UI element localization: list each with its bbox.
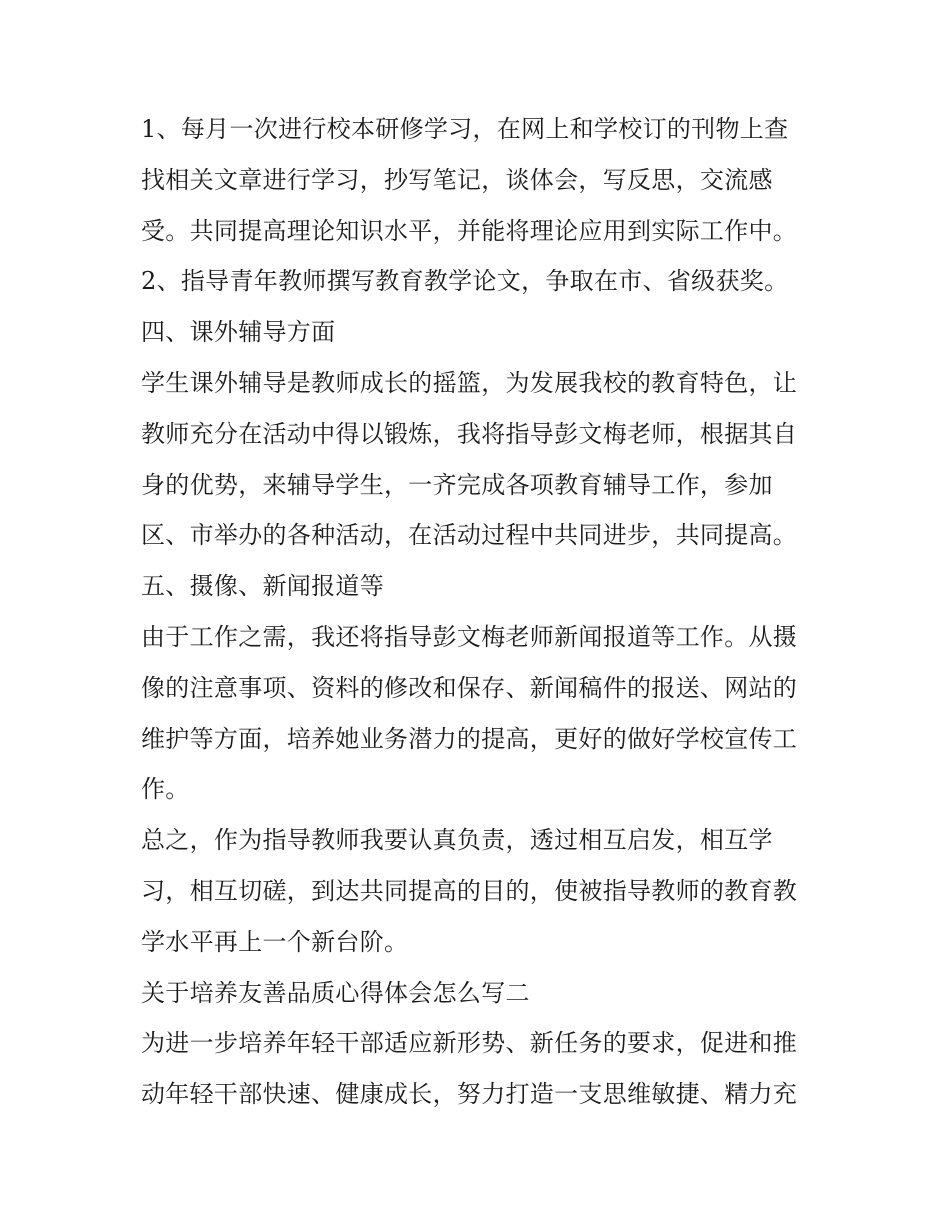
section-heading: 四、课外辅导方面 bbox=[141, 318, 336, 347]
text-line: 为进一步培养年轻干部适应新形势、新任务的要求，促进和推 bbox=[141, 1029, 798, 1058]
text-line: 找相关文章进行学习，抄写笔记，谈体会，写反思，交流感 bbox=[141, 165, 773, 194]
text-line: 动年轻干部快速、健康成长，努力打造一支思维敏捷、精力充 bbox=[141, 1080, 798, 1109]
text-line: 学水平再上一个新台阶。 bbox=[141, 927, 409, 956]
text-line: 像的注意事项、资料的修改和保存、新闻稿件的报送、网站的 bbox=[141, 673, 798, 702]
text-line: 维护等方面，培养她业务潜力的提高，更好的做好学校宣传工 bbox=[141, 724, 798, 753]
text-line: 学生课外辅导是教师成长的摇篮，为发展我校的教育特色，让 bbox=[141, 368, 798, 397]
article-title: 关于培养友善品质心得体会怎么写二 bbox=[141, 978, 530, 1007]
text-line: 受。共同提高理论知识水平，并能将理论应用到实际工作中。 bbox=[141, 216, 798, 245]
text-line: 由于工作之需，我还将指导彭文梅老师新闻报道等工作。从摄 bbox=[141, 622, 798, 651]
text-line: 1、每月一次进行校本研修学习，在网上和学校订的刊物上查 bbox=[141, 115, 789, 143]
text-line: 教师充分在活动中得以锻炼，我将指导彭文梅老师，根据其自 bbox=[141, 419, 798, 448]
text-line: 习，相互切磋，到达共同提高的目的，使被指导教师的教育教 bbox=[141, 876, 798, 905]
document-body bbox=[141, 104, 821, 1120]
section-heading: 五、摄像、新闻报道等 bbox=[141, 572, 384, 601]
text-line: 作。 bbox=[141, 775, 190, 804]
text-line: 身的优势，来辅导学生，一齐完成各项教育辅导工作，参加 bbox=[141, 470, 773, 499]
text-line: 2、指导青年教师撰写教育教学论文，争取在市、省级获奖。 bbox=[141, 267, 789, 296]
text-line: 总之，作为指导教师我要认真负责，透过相互启发，相互学 bbox=[141, 826, 773, 855]
text-line: 区、市举办的各种活动，在活动过程中共同进步，共同提高。 bbox=[141, 521, 798, 550]
